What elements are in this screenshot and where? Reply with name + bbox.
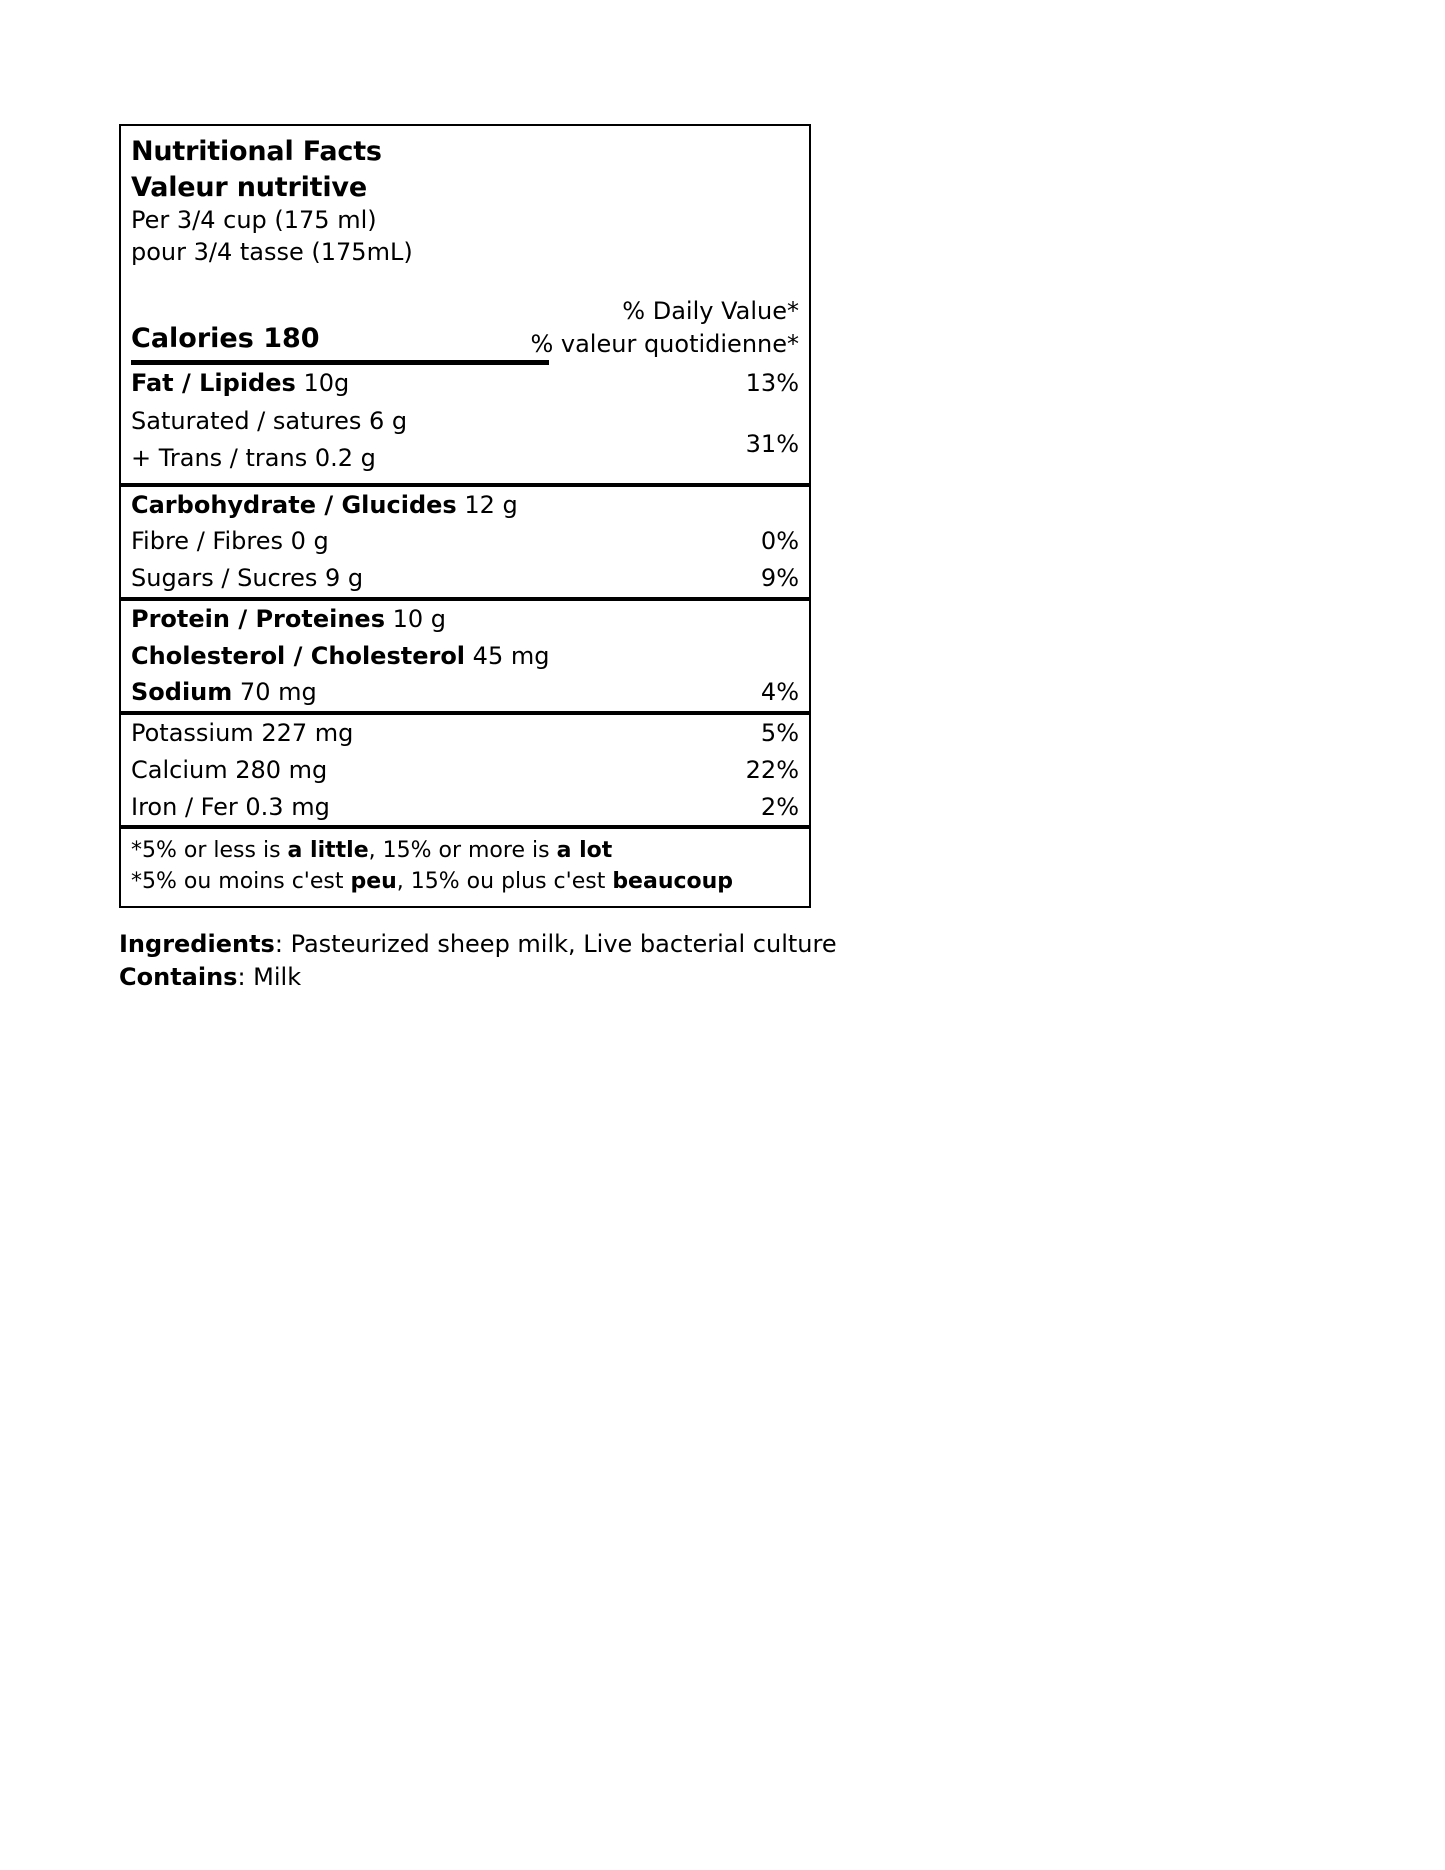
row-fat-label bbox=[131, 368, 799, 399]
row-fibre-label: Fibre / Fibres 0 g bbox=[131, 527, 329, 556]
footnote-french-bold2: beaucoup bbox=[612, 869, 734, 895]
footnote-english bbox=[131, 835, 799, 866]
row-potassium-dv: 5% bbox=[760, 719, 799, 748]
row-calcium-dv: 22% bbox=[745, 755, 799, 784]
serving-size-english: Per 3/4 cup (175 ml) bbox=[131, 206, 377, 235]
row-carbohydrate bbox=[121, 487, 809, 524]
daily-value-header-english: % Daily Value* bbox=[622, 296, 799, 325]
footnote-french-bold1: peu bbox=[350, 869, 397, 895]
row-sodium-label bbox=[131, 677, 799, 708]
row-potassium bbox=[121, 715, 809, 752]
row-fibre-dv: 0% bbox=[760, 527, 799, 556]
row-sugars bbox=[121, 560, 809, 597]
footnote-english-bold2: a lot bbox=[556, 838, 613, 864]
title-french: Valeur nutritive bbox=[131, 171, 367, 203]
row-saturated-trans bbox=[121, 401, 809, 482]
row-protein-name: Protein / Proteines bbox=[131, 604, 385, 633]
serving-size-french: pour 3/4 tasse (175mL) bbox=[131, 237, 413, 266]
row-cholesterol-name: Cholesterol / Cholesterol bbox=[131, 641, 466, 670]
row-protein-label bbox=[131, 604, 799, 635]
row-saturated-label: Saturated / satures 6 g bbox=[131, 407, 408, 436]
row-sodium-dv: 4% bbox=[760, 678, 799, 707]
footnote-english-bold1: a little bbox=[287, 838, 369, 864]
footnote-french bbox=[131, 866, 799, 897]
row-trans-label: + Trans / trans 0.2 g bbox=[131, 444, 376, 473]
daily-value-header-french: % valeur quotidienne* bbox=[530, 329, 799, 358]
row-protein-amount: 10 g bbox=[392, 604, 447, 633]
row-fat bbox=[121, 365, 809, 402]
row-fat-name: Fat / Lipides bbox=[131, 368, 296, 397]
contains-line bbox=[119, 961, 1019, 994]
row-sodium-name: Sodium bbox=[131, 678, 233, 707]
ingredients-line bbox=[119, 928, 1019, 961]
row-calcium-label: Calcium 280 mg bbox=[131, 755, 328, 784]
nutrition-facts-panel bbox=[119, 124, 811, 908]
row-carbohydrate-label bbox=[131, 490, 799, 521]
footnote-french-part1: *5% ou moins c'est bbox=[131, 869, 351, 895]
calories-value: Calories 180 bbox=[131, 323, 320, 355]
daily-value-header bbox=[530, 295, 799, 361]
row-carbohydrate-amount: 12 g bbox=[464, 490, 518, 519]
ingredients-block bbox=[119, 928, 1019, 994]
row-iron bbox=[121, 789, 809, 826]
row-sodium bbox=[121, 674, 809, 711]
row-saturated-trans-dv: 31% bbox=[745, 430, 799, 459]
row-fibre bbox=[121, 523, 809, 560]
ingredients-value: Pasteurized sheep milk, Live bacterial culture bbox=[290, 930, 837, 958]
row-carbohydrate-name: Carbohydrate / Glucides bbox=[131, 490, 457, 519]
footnote-block bbox=[121, 829, 809, 905]
title-english: Nutritional Facts bbox=[131, 136, 382, 167]
footnote-english-part1: *5% or less is bbox=[131, 838, 288, 864]
contains-separator: : bbox=[237, 963, 254, 992]
ingredients-separator: : bbox=[274, 930, 291, 958]
row-sugars-label: Sugars / Sucres 9 g bbox=[131, 564, 364, 593]
row-sugars-dv: 9% bbox=[760, 564, 799, 593]
footnote-english-part2: , 15% or more is bbox=[368, 838, 557, 864]
row-fat-amount: 10g bbox=[303, 368, 350, 397]
contains-label: Contains bbox=[119, 963, 238, 992]
daily-value-header-row bbox=[121, 269, 809, 365]
row-cholesterol bbox=[121, 638, 809, 675]
row-iron-label: Iron / Fer 0.3 mg bbox=[131, 792, 330, 821]
nutrition-facts-header bbox=[121, 126, 809, 269]
ingredients-label: Ingredients bbox=[119, 930, 275, 958]
row-sodium-amount: 70 mg bbox=[239, 678, 317, 707]
row-calcium bbox=[121, 752, 809, 789]
footnote-french-part2: , 15% ou plus c'est bbox=[396, 869, 613, 895]
row-cholesterol-label bbox=[131, 641, 799, 672]
row-cholesterol-amount: 45 mg bbox=[472, 641, 550, 670]
calories-block bbox=[131, 323, 549, 364]
contains-value: Milk bbox=[253, 963, 302, 992]
row-protein bbox=[121, 601, 809, 638]
nutrition-facts-inner bbox=[121, 126, 809, 906]
row-iron-dv: 2% bbox=[760, 792, 799, 821]
row-potassium-label: Potassium 227 mg bbox=[131, 719, 354, 748]
row-fat-dv: 13% bbox=[745, 368, 799, 397]
